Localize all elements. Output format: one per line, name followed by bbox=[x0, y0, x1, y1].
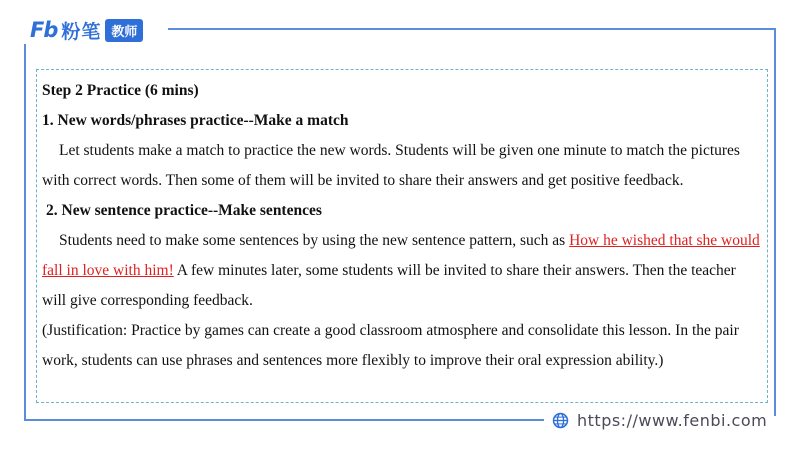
section2-body-before: Students need to make some sentences by using the new sentence pattern, such as bbox=[59, 232, 570, 249]
section1-body: Let students make a match to practice the new words. Students will be given one minute to match the pictures with correct words. Then some of them will be invited to share their answers and get positive feedback. bbox=[42, 142, 740, 189]
section2-body-after: A few minutes later, some students will be invited to share their answers. Then the teacher will give corresponding feedback. bbox=[42, 262, 736, 309]
frame-bottom-line bbox=[24, 419, 544, 421]
globe-icon bbox=[552, 412, 569, 429]
section1-heading: 1. New words/phrases practice--Make a match bbox=[42, 112, 349, 129]
lesson-content-box bbox=[36, 69, 768, 403]
footer-url[interactable] bbox=[552, 409, 767, 431]
logo-badge: 教师 bbox=[105, 19, 143, 42]
frame-left-line bbox=[24, 44, 26, 421]
logo-name: 粉笔 bbox=[61, 20, 102, 43]
example-sentence-highlight: How he wished that she would fall in love with him! bbox=[42, 232, 760, 279]
justification-text: (Justification: Practice by games can create a good classroom atmosphere and consolidate this lesson. In the pair work, students can use phrases and sentences more flexibly to improve their oral expression ability.) bbox=[42, 322, 739, 369]
frame-top-line bbox=[168, 28, 776, 30]
footer-url-text[interactable]: https://www.fenbi.com bbox=[577, 410, 768, 430]
section2-heading: 2. New sentence practice--Make sentences bbox=[46, 202, 322, 219]
brand-logo bbox=[30, 17, 143, 43]
step-title: Step 2 Practice (6 mins) bbox=[42, 82, 199, 99]
section2-body bbox=[42, 226, 763, 316]
frame-right-line bbox=[774, 28, 776, 416]
logo-mark: Fb bbox=[30, 18, 58, 42]
